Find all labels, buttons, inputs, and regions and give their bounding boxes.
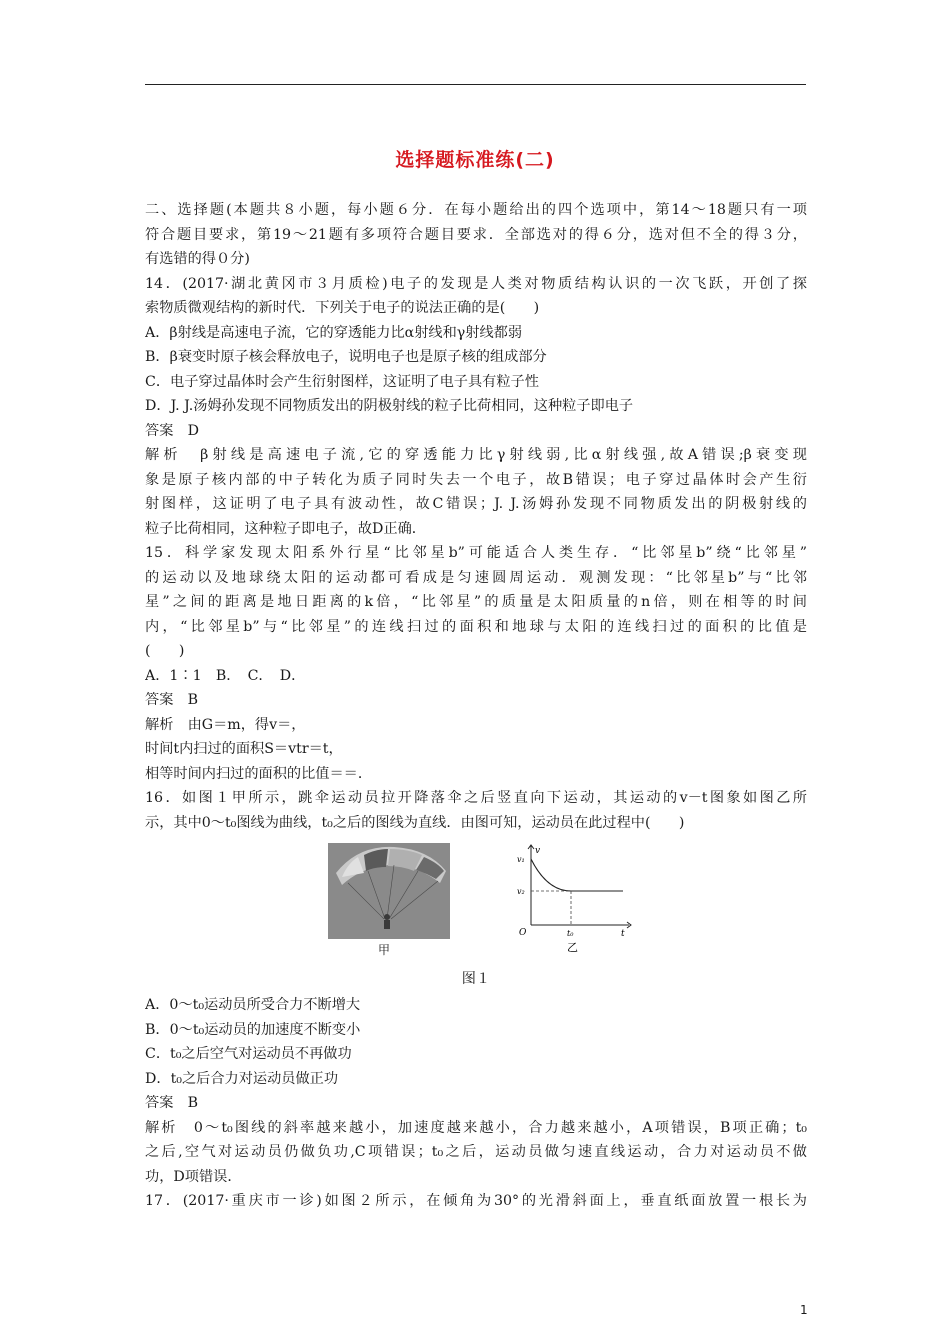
q15-explanation: 解析 由G＝m，得v＝， (145, 716, 306, 733)
q15-answer: 答案 B (145, 692, 198, 708)
q16-explanation: 功，D项错误． (145, 1168, 242, 1185)
document-body (145, 198, 807, 1214)
q15-explanation: 相等时间内扫过的面积的比值＝＝． (145, 765, 373, 782)
graph-label-v2: v₂ (517, 887, 525, 896)
figure-caption: 图１ (461, 971, 491, 987)
graph-label-v1: v₁ (517, 855, 525, 864)
q14-option-d: D．J. J.汤姆孙发现不同物质发出的阴极射线的粒子比荷相同，这种粒子即电子 (145, 398, 634, 414)
page-number: 1 (800, 1303, 808, 1317)
q15-stem: 的运动以及地球绕太阳的运动都可看成是匀速圆周运动．观测发现：“比邻星b”与“比邻 (145, 569, 807, 586)
intro-line: 符合题目要求，第19～21题有多项符合题目要求．全部选对的得６分，选对但不全的得３分， (145, 226, 807, 243)
q14-option-c: C．电子穿过晶体时会产生衍射图样，这证明了电子具有粒子性 (145, 373, 539, 390)
q16-stem: 16．如图１甲所示，跳伞运动员拉开降落伞之后竖直向下运动，其运动的v－t图象如图乙所 (145, 790, 807, 806)
q16-option-d: D．t₀之后合力对运动员做正功 (145, 1070, 339, 1087)
q14-answer: 答案 D (145, 422, 199, 439)
intro-line: 有选错的得０分) (145, 251, 250, 267)
vt-graph (517, 843, 637, 961)
q14-explanation: 象是原子核内部的中子转化为质子同时失去一个电子，故B错误；电子穿过晶体时会产生衍 (145, 471, 807, 488)
q15-stem: 15．科学家发现太阳系外行星“比邻星b”可能适合人类生存．“比邻星b”绕“比邻星” (145, 545, 807, 561)
q14-option-b: B．β衰变时原子核会释放电子，说明电子也是原子核的组成部分 (145, 349, 547, 365)
q15-explanation: 时间t内扫过的面积S＝vtr＝t， (145, 741, 343, 757)
graph-label-origin: O (519, 928, 527, 938)
page-title: 选择题标准练(二) (395, 149, 555, 171)
q15-options: A．1∶1 B． C． D． (145, 667, 306, 684)
figure-1 (145, 843, 807, 965)
q16-option-b: B．0～t₀运动员的加速度不断变小 (145, 1021, 361, 1038)
q14-explanation: 解析 β射线是高速电子流,它的穿透能力比γ射线弱,比α射线强,故A错误;β衰变现 (145, 447, 807, 463)
q16-explanation: 之后,空气对运动员仍做负功,C项错误；t₀之后，运动员做匀速直线运动，合力对运动员不做 (145, 1144, 807, 1160)
q16-answer: 答案 B (145, 1095, 198, 1111)
parachute-photo (328, 843, 450, 939)
q16-explanation: 解析 0～t₀图线的斜率越来越小，加速度越来越小，合力越来越小，A项错误，B项正确；t₀ (145, 1119, 807, 1136)
parachute-icon (328, 843, 450, 939)
q15-stem: 星”之间的距离是地日距离的k倍，“比邻星”的质量是太阳质量的n倍，则在相等的时间 (145, 594, 807, 610)
q17-stem: 17．(2017·重庆市一诊)如图２所示，在倾角为30°的光滑斜面上，垂直纸面放置一根长为 (145, 1193, 807, 1209)
velocity-curve (531, 859, 571, 891)
q14-stem: 索物质微观结构的新时代．下列关于电子的说法正确的是( ) (145, 300, 540, 316)
figure-caption-right: 乙 (567, 941, 578, 954)
intro-line: 二、选择题(本题共８小题，每小题６分．在每小题给出的四个选项中，第14～18题只有一项 (145, 202, 807, 218)
q15-stem: 内，“比邻星b”与“比邻星”的连线扫过的面积和地球与太阳的连线扫过的面积的比值是 (145, 618, 807, 635)
q14-explanation: 射图样，这证明了电子具有波动性，故C错误；J. J.汤姆孙发现不同物质发出的阴极射线的 (145, 496, 807, 512)
graph-label-v: v (535, 846, 541, 856)
q16-option-c: C．t₀之后空气对运动员不再做功 (145, 1046, 352, 1062)
q14-explanation: 粒子比荷相同，这种粒子即电子，故D正确． (145, 520, 426, 537)
q16-stem: 示，其中0～t₀图线为曲线，t₀之后的图线为直线．由图可知，运动员在此过程中( ) (145, 814, 685, 831)
q15-stem: ( ) (145, 643, 185, 659)
q16-option-a: A．0～t₀运动员所受合力不断增大 (145, 997, 361, 1013)
graph-label-t0: t₀ (567, 929, 574, 938)
q14-option-a: A．β射线是高速电子流，它的穿透能力比α射线和γ射线都弱 (145, 324, 523, 341)
graph-label-t: t (621, 929, 625, 939)
q14-stem: 14．(2017·湖北黄冈市３月质检)电子的发现是人类对物质结构认识的一次飞跃，开创了探 (145, 275, 807, 292)
header-rule (145, 84, 806, 85)
figure-caption-left: 甲 (378, 943, 391, 957)
